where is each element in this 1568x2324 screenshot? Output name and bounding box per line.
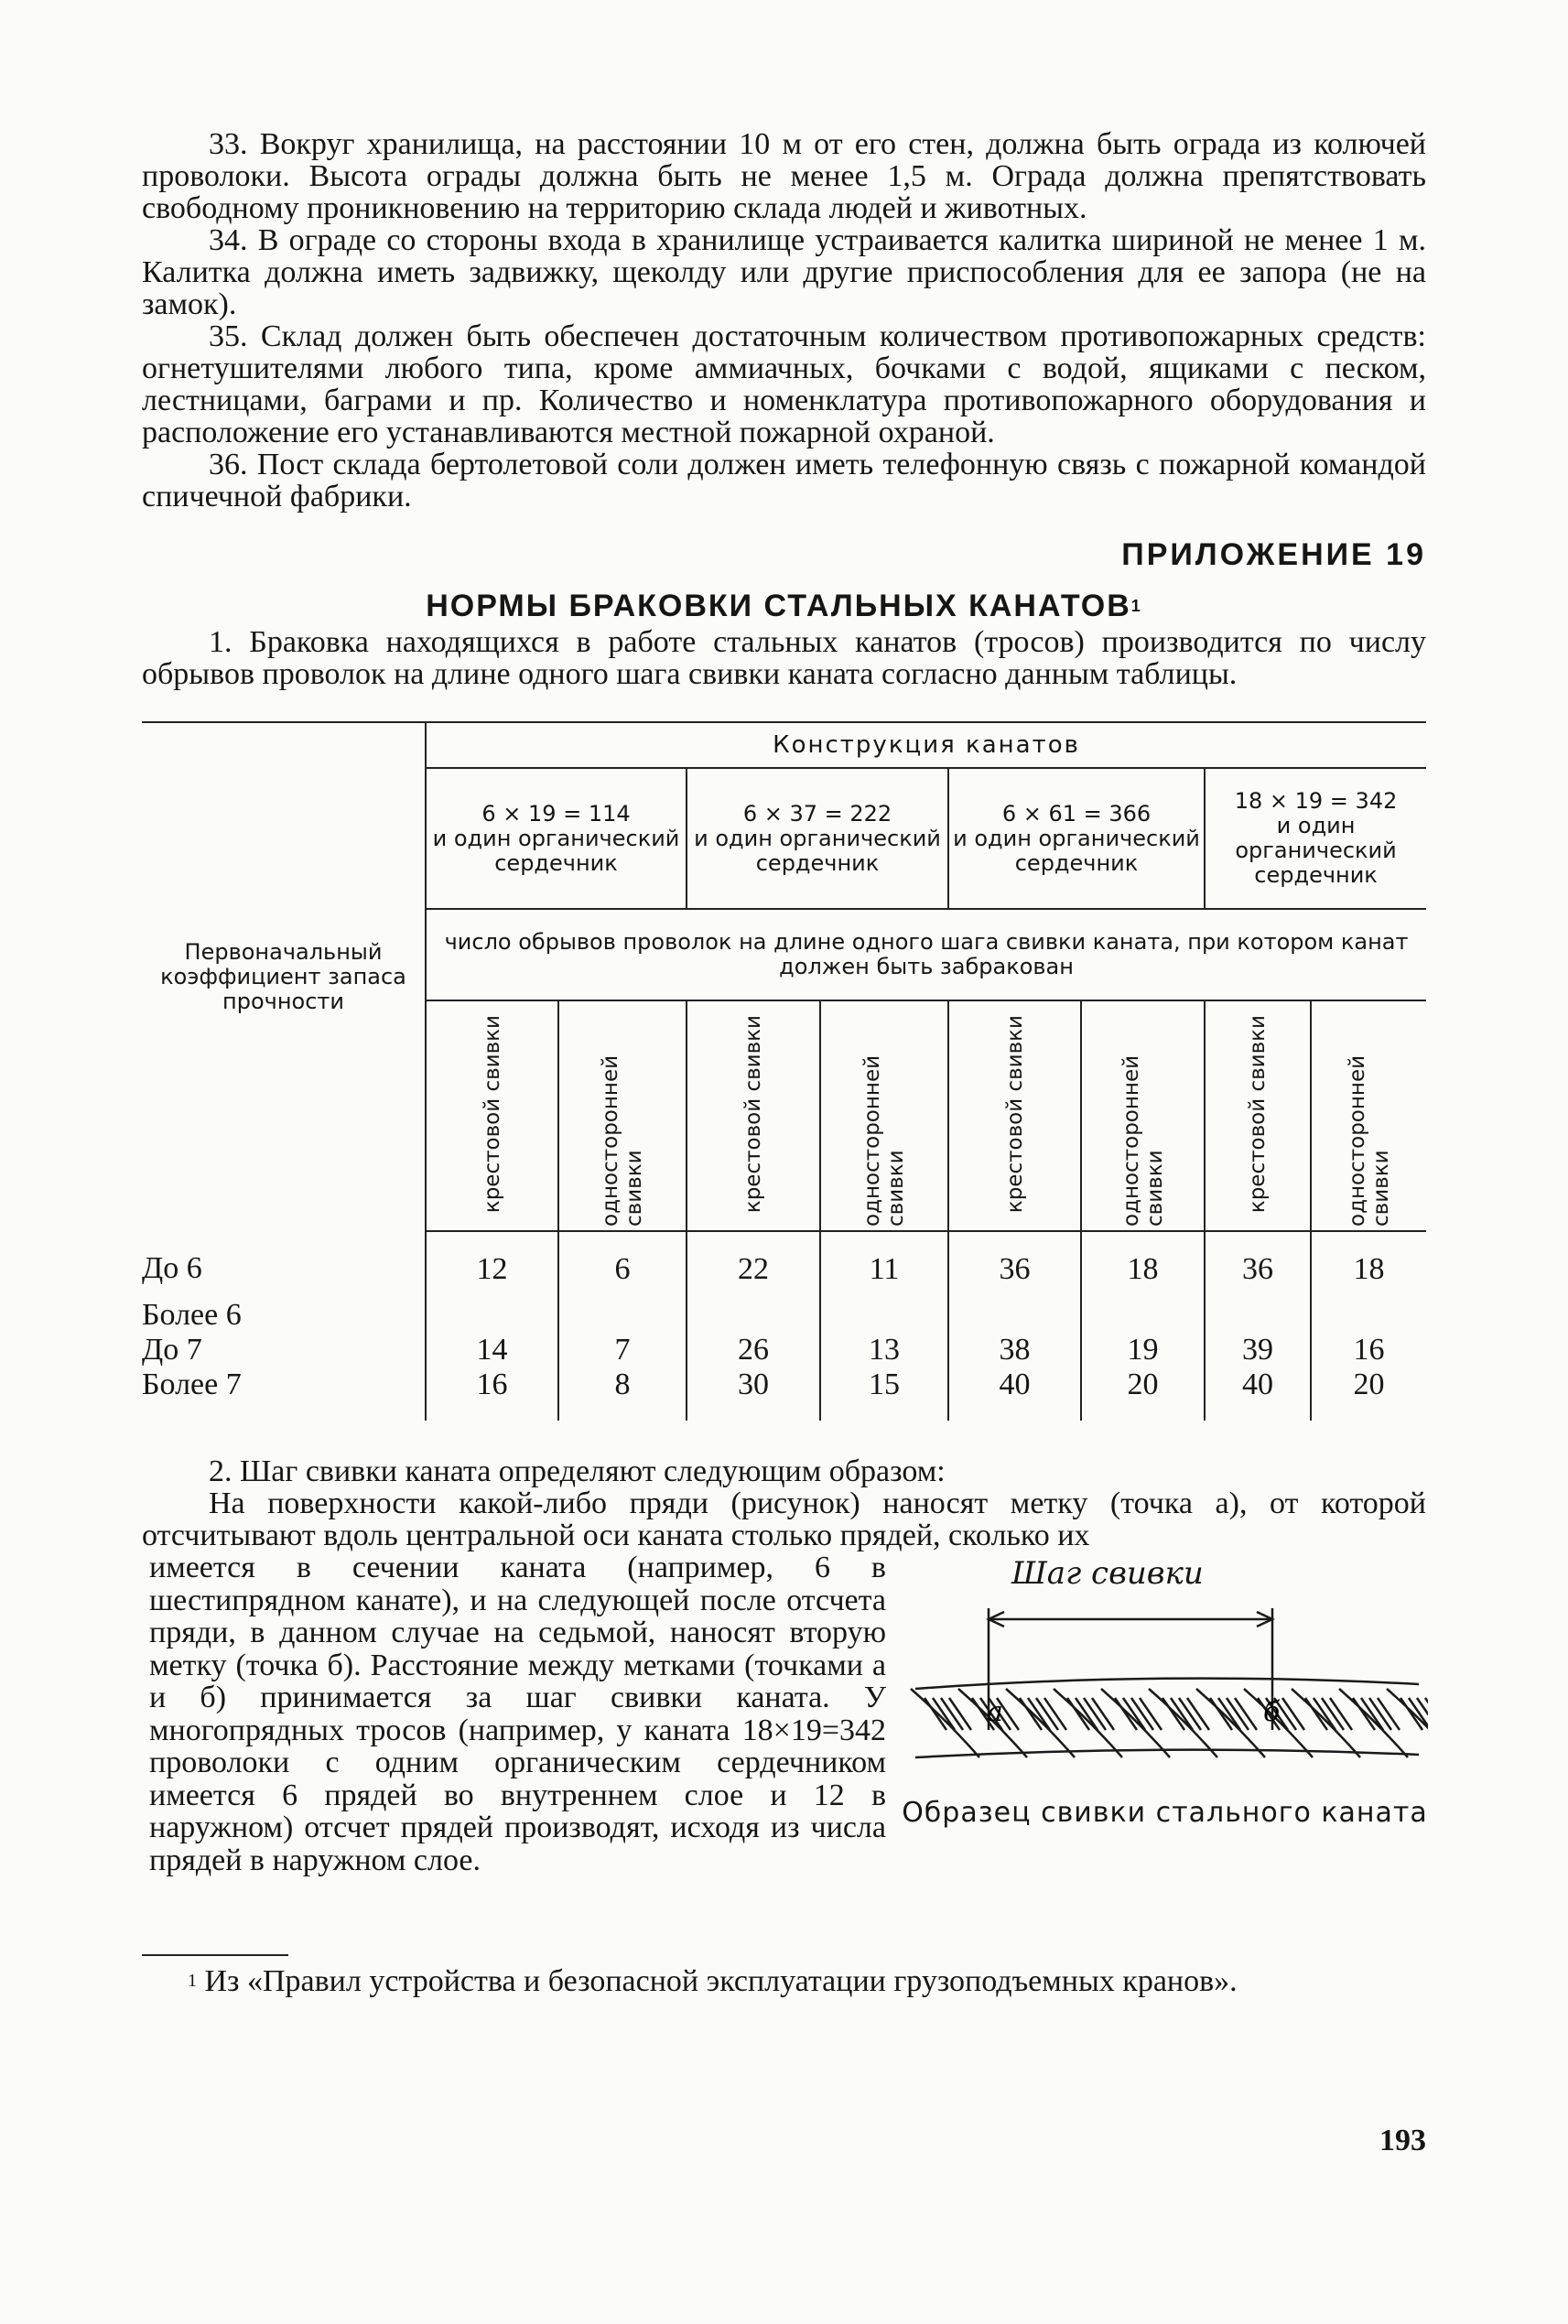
- table-row: [142, 1298, 1426, 1333]
- section-2-text-full: На поверхности какой-либо пряди (рисунок) наносят метку (точка а), от которой отсчитывают вдоль центральной оси каната столько прядей, сколько их: [142, 1486, 1426, 1552]
- footnote: [142, 1965, 1426, 1997]
- rope-table-wrapper: [142, 721, 1426, 1421]
- section-title-text: НОРМЫ БРАКОВКИ СТАЛЬНЫХ КАНАТОВ: [426, 589, 1131, 623]
- table-cell: 14: [426, 1333, 558, 1367]
- table-cell: 36: [1205, 1231, 1311, 1298]
- table-cell: 18: [1311, 1231, 1426, 1298]
- table-cell: [426, 1298, 558, 1333]
- sub-header-one-sided: односторонней свивки: [820, 1000, 948, 1231]
- table-cell: [948, 1298, 1081, 1333]
- rope-rejection-table: [142, 721, 1426, 1421]
- table-cell: 20: [1311, 1367, 1426, 1421]
- table-cell: [687, 1298, 820, 1333]
- table-cell: 11: [820, 1231, 948, 1298]
- table-cell: [1311, 1298, 1426, 1333]
- table-cell: [1081, 1298, 1205, 1333]
- title-footnote-mark: 1: [1130, 597, 1142, 615]
- footnote-rule: [142, 1954, 288, 1956]
- type-header: 18 × 19 = 342 и один органический сердечник: [1205, 768, 1426, 909]
- page-number: 193: [1379, 2124, 1426, 2157]
- page: [142, 128, 1426, 1997]
- footnote-mark: 1: [188, 1971, 197, 1991]
- row-label: Более 7: [142, 1367, 242, 1401]
- table-cell: 13: [820, 1333, 948, 1367]
- table-cell: 20: [1081, 1367, 1205, 1421]
- sub-header-cross: крестовой свивки: [426, 1000, 558, 1231]
- sub-header-cross: крестовой свивки: [1205, 1000, 1311, 1231]
- table-cell: [558, 1298, 687, 1333]
- paragraph-36: 36. Пост склада бертолетовой соли должен иметь телефонную связь с пожарной командой спичечной фабрики.: [142, 448, 1426, 513]
- table-row: [142, 1333, 1426, 1367]
- strand-edge: [1387, 1689, 1428, 1757]
- table-cell: [820, 1298, 948, 1333]
- table-cell: 22: [687, 1231, 820, 1298]
- type-header: 6 × 19 = 114 и один органический сердечник: [426, 768, 687, 909]
- construction-header: Конструкция канатов: [426, 722, 1426, 768]
- table-cell: 16: [426, 1367, 558, 1421]
- table-cell: 6: [558, 1231, 687, 1298]
- table-cell: 7: [558, 1333, 687, 1367]
- table-cell: 26: [687, 1333, 820, 1367]
- table-row: [142, 1367, 1426, 1421]
- row-label: До 7: [142, 1333, 202, 1367]
- table-cell: 19: [1081, 1333, 1205, 1367]
- paragraph-34: 34. В ограде со стороны входа в хранилище устраивается калитка шириной не менее 1 м. Калитка должна иметь задвижку, щеколду или другие приспособления для ее запора (не на замок).: [142, 223, 1426, 321]
- mark-a-label: а: [987, 1696, 1003, 1728]
- table-cell: 39: [1205, 1333, 1311, 1367]
- section-2-text-wrap: имеется в сечении каната (например, 6 в шестипрядном канате), и на следующей после отсчета пряди, в данном случае на седьмой, наносят вторую метку (точка б). Расстояние между метками (точками а и б) принимается за шаг свивки каната. У многопрядных тросов (например, у каната 18×19=342 проволоки с одним органическим сердечником имеется 6 прядей во внутреннем слое и 12 в наружном) отсчет прядей производят, исходя из числа прядей в наружном слое.: [149, 1551, 886, 1877]
- type-header: 6 × 37 = 222 и один органический сердечник: [687, 768, 948, 909]
- rope-lay-figure: [902, 1551, 1428, 1927]
- section-2: [142, 1455, 1426, 1927]
- intro-paragraph: 1. Браковка находящихся в работе стальных канатов (тросов) производится по числу обрывов проволок на длине одного шага свивки каната согласно данным таблицы.: [142, 625, 1426, 691]
- rope-drawing: [902, 1551, 1428, 1789]
- paragraph-35: 35. Склад должен быть обеспечен достаточным количеством противопожарных средств: огнетушителями любого типа, кроме аммиачных, бочками с водой, ящиками с песком, лестницами, баграми и пр. Количество и номенклатура противопожарного оборудования и расположение его устанавливаются местной пожарной охраной.: [142, 319, 1426, 449]
- table-cell: 18: [1081, 1231, 1205, 1298]
- type-header: 6 × 61 = 366 и один органический сердечник: [948, 768, 1205, 909]
- breaks-number-header: число обрывов проволок на длине одного шага свивки каната, при котором канат должен быть забракован: [426, 909, 1426, 1000]
- table-cell: 40: [948, 1367, 1081, 1421]
- section-2-heading: 2. Шаг свивки каната определяют следующим образом:: [209, 1454, 946, 1488]
- sub-header-cross: крестовой свивки: [687, 1000, 820, 1231]
- table-cell: 15: [820, 1367, 948, 1421]
- footnote-text: Из «Правил устройства и безопасной эксплуатации грузоподъемных кранов».: [204, 1964, 1238, 1998]
- row-label: До 6: [142, 1251, 202, 1285]
- table-cell: 38: [948, 1333, 1081, 1367]
- figure-top-label: Шаг свивки: [1011, 1555, 1204, 1592]
- figure-caption: Образец свивки стального каната: [902, 1797, 1428, 1829]
- appendix-label: ПРИЛОЖЕНИЕ 19: [1121, 537, 1426, 572]
- sub-header-one-sided: односторонней свивки: [1311, 1000, 1426, 1231]
- table-cell: [1205, 1298, 1311, 1333]
- section-2-wrap-zone: [142, 1551, 1426, 1927]
- paragraph-33: 33. Вокруг хранилища, на расстоянии 10 м от его стен, должна быть ограда из колючей проволоки. Высота ограды должна быть не менее 1,5 м. Ограда должна препятствовать свободному проникновению на территорию склада людей и животных.: [142, 127, 1426, 225]
- rope-edge-top: [915, 1679, 1419, 1689]
- row-label: Более 6: [142, 1298, 242, 1332]
- table-cell: 16: [1311, 1333, 1426, 1367]
- coef-header: Первоначальный коэффициент запаса прочности: [142, 722, 426, 1231]
- table-cell: 36: [948, 1231, 1081, 1298]
- mark-b-label: б: [1263, 1696, 1281, 1728]
- section-title: [142, 586, 1426, 626]
- table-cell: 30: [687, 1367, 820, 1421]
- sub-header-cross: крестовой свивки: [948, 1000, 1081, 1231]
- section-2-wrap-text: [149, 1551, 886, 1876]
- sub-header-one-sided: односторонней свивки: [558, 1000, 687, 1231]
- table-cell: 12: [426, 1231, 558, 1298]
- table-row: [142, 1231, 1426, 1298]
- table-cell: 8: [558, 1367, 687, 1421]
- table-cell: 40: [1205, 1367, 1311, 1421]
- sub-header-one-sided: односторонней свивки: [1081, 1000, 1205, 1231]
